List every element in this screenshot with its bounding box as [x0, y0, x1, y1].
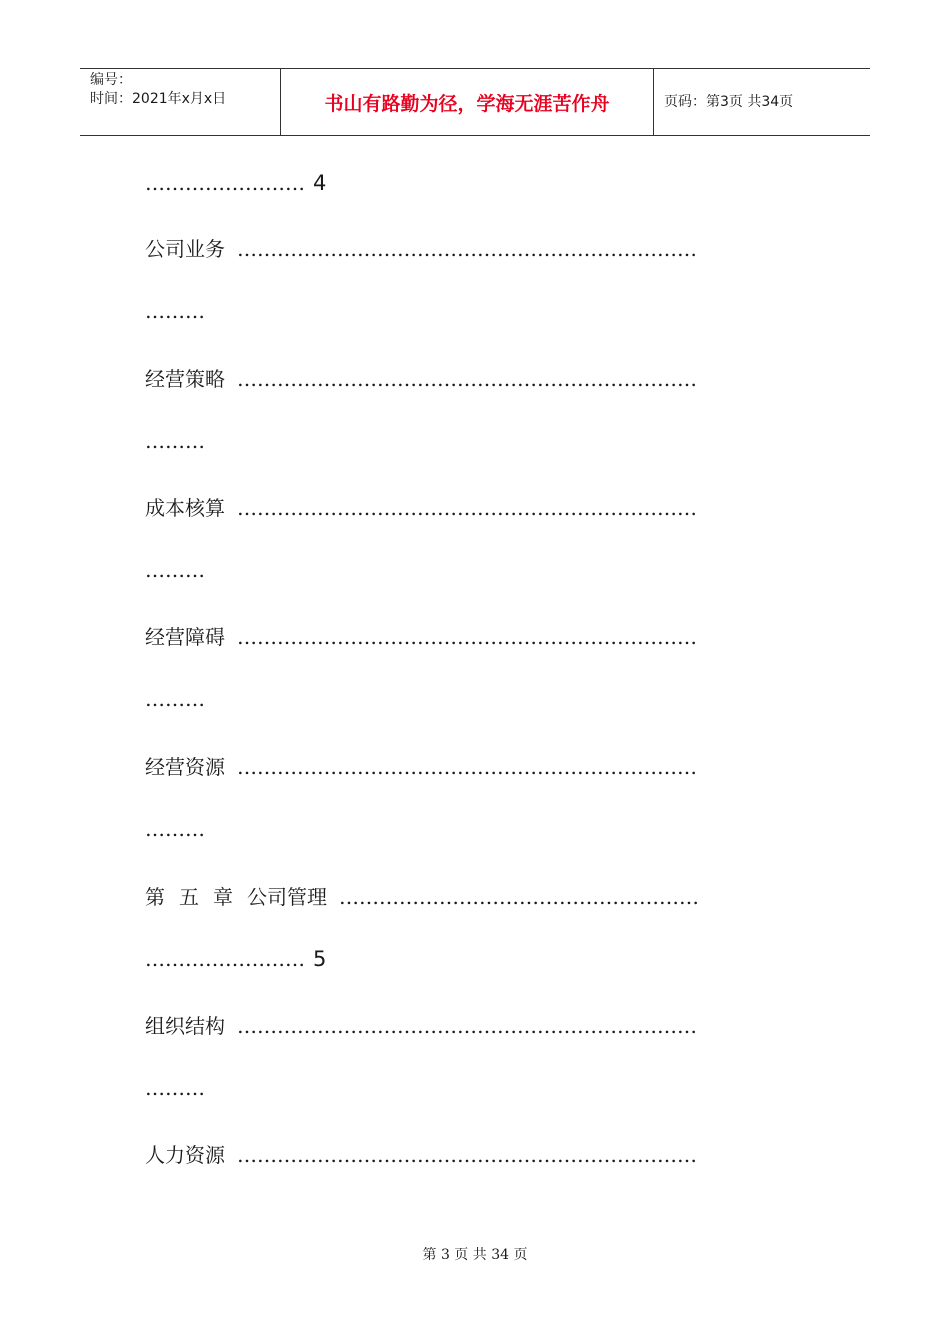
- chapter-number: 五: [179, 885, 199, 909]
- toc-dots: ……………………: [145, 171, 305, 195]
- toc-dots: ……………………………………………………………: [237, 1014, 697, 1038]
- page-footer: 第 3 页 共 34 页: [422, 1247, 528, 1263]
- toc-entry-label: 经营策略: [145, 367, 225, 391]
- toc-dots: ………: [145, 299, 205, 323]
- toc-dots: ………………………………………………: [339, 885, 699, 909]
- toc-continuation-line: [145, 1075, 205, 1101]
- header-meta-cell: [80, 69, 281, 135]
- toc-entry: [145, 366, 697, 392]
- time-label: 时间：2021年x月x日: [90, 91, 227, 107]
- toc-dots: ……………………………………………………………: [237, 237, 697, 261]
- toc-dots: ………: [145, 687, 205, 711]
- toc-dots: ……………………………………………………………: [237, 755, 697, 779]
- toc-entry: [145, 1013, 697, 1039]
- chapter-title: 公司管理: [247, 885, 327, 909]
- toc-entry: [145, 495, 697, 521]
- toc-continuation-line: [145, 557, 205, 583]
- toc-dots: ………: [145, 429, 205, 453]
- toc-entry-label: 组织结构: [145, 1014, 225, 1038]
- toc-continuation-line: [145, 298, 205, 324]
- toc-continuation-line: [145, 170, 326, 196]
- toc-entry-label: 人力资源: [145, 1143, 225, 1167]
- page-header: [80, 68, 870, 136]
- chapter-prefix: 第: [145, 885, 165, 909]
- toc-entry: [145, 624, 697, 650]
- toc-page-number: 4: [313, 171, 327, 195]
- toc-continuation-line: [145, 816, 205, 842]
- toc-entry-label: 经营资源: [145, 755, 225, 779]
- toc-entry-label: 经营障碍: [145, 625, 225, 649]
- toc-page-number: 5: [313, 947, 327, 971]
- toc-entry: [145, 1142, 697, 1168]
- toc-continuation-line: [145, 686, 205, 712]
- motto: 书山有路勤为径，学海无涯苦作舟: [324, 93, 610, 115]
- toc-dots: ……………………………………………………………: [237, 625, 697, 649]
- toc-entry-label: 公司业务: [145, 237, 225, 261]
- serial-label: 编号：: [90, 72, 132, 88]
- chapter-suffix: 章: [213, 885, 233, 909]
- toc-dots: ………: [145, 1076, 205, 1100]
- toc-entry: [145, 236, 697, 262]
- toc-dots: ……………………………………………………………: [237, 496, 697, 520]
- toc-continuation-line: [145, 946, 326, 972]
- toc-dots: ………: [145, 558, 205, 582]
- page-info: 页码：第3页 共34页: [664, 94, 794, 110]
- toc-dots: ………: [145, 817, 205, 841]
- header-page-cell: [654, 69, 870, 135]
- toc-dots: ……………………………………………………………: [237, 367, 697, 391]
- toc-continuation-line: [145, 428, 205, 454]
- header-motto-cell: [281, 69, 654, 135]
- toc-dots: ……………………: [145, 947, 305, 971]
- toc-entry-label: 成本核算: [145, 496, 225, 520]
- toc-entry: [145, 754, 697, 780]
- toc-chapter-heading: [145, 884, 699, 910]
- toc-dots: ……………………………………………………………: [237, 1143, 697, 1167]
